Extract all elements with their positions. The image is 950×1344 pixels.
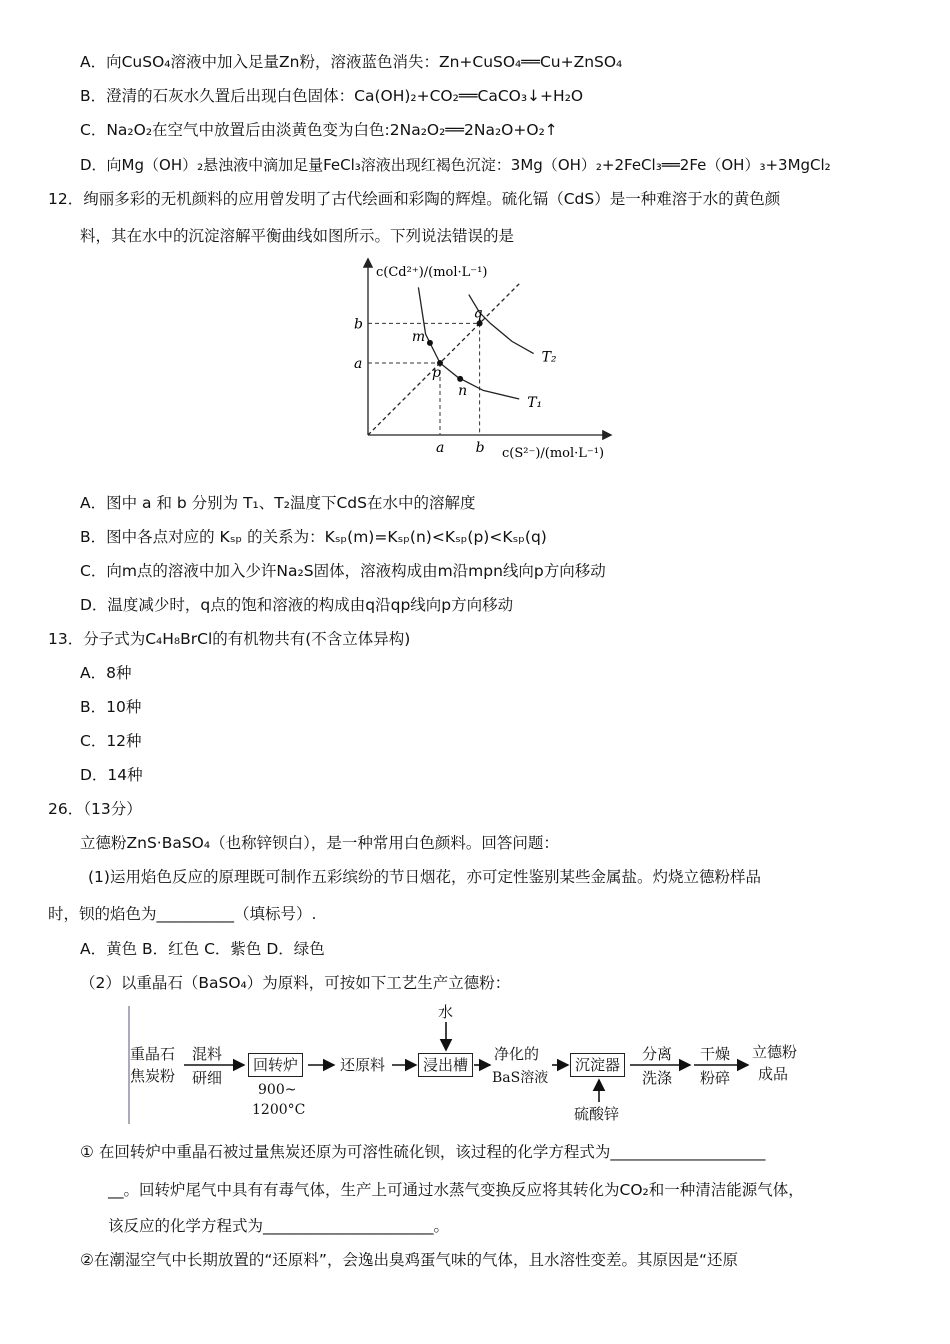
q11-option-b: B．澄清的石灰水久置后出现白色固体：Ca(OH)₂+CO₂══CaCO₃↓+H₂O (80, 87, 584, 105)
flow-box-precipitator: 沉淀器 (570, 1053, 625, 1077)
flow-box-rotary-kiln: 回转炉 (248, 1053, 303, 1077)
flow-label-wash: 洗涤 (642, 1069, 673, 1087)
flow-label-mix: 混料 (192, 1045, 223, 1063)
q12-option-a: A．图中 a 和 b 分别为 T₁、T₂温度下CdS在水中的溶解度 (80, 494, 476, 512)
q12-option-d: D．温度减少时，q点的饱和溶液的构成由q沿qp线向p方向移动 (80, 596, 514, 614)
q13-option-d: D．14种 (80, 766, 143, 784)
q26-part1-options: A．黄色 B．红色 C．紫色 D．绿色 (80, 940, 325, 958)
q26-part2-intro: （2）以重晶石（BaSO₄）为原料，可按如下工艺生产立德粉： (80, 974, 511, 992)
flow-purified-label: 净化的 (494, 1045, 540, 1063)
point-label-n: n (458, 382, 468, 399)
q26-part2-q1-line1: ① 在回转炉中重晶石被过量焦炭还原为可溶性硫化钡，该过程的化学方程式为____________________ (80, 1143, 766, 1161)
x-axis-label: c(S²⁻)/(mol·L⁻¹) (502, 446, 605, 461)
flow-label-crush: 粉碎 (700, 1069, 731, 1087)
flow-temp-line1: 900~ (258, 1082, 297, 1098)
q26-part1-line2: 时，钡的焰色为__________（填标号）. (48, 905, 317, 923)
solubility-chart (340, 250, 630, 470)
flow-zinc-sulfate: 硫酸锌 (574, 1105, 620, 1123)
q26-part2-q2: ②在潮湿空气中长期放置的“还原料”，会逸出臭鸡蛋气味的气体，且水溶性变差。其原因是“还原 (80, 1251, 738, 1269)
flow-label-dry: 干燥 (700, 1045, 731, 1063)
q12-option-b: B．图中各点对应的 Kₛₚ 的关系为：Kₛₚ(m)=Kₛₚ(n)<Kₛₚ(p)<Kₛₚ(q) (80, 528, 547, 546)
flow-end-product: 成品 (758, 1065, 789, 1083)
point-label-p: p (432, 365, 441, 381)
y-axis-label: c(Cd²⁺)/(mol·L⁻¹) (376, 265, 488, 280)
q26-heading: 26．（13分） (48, 800, 142, 818)
series-label-T₂: T₂ (541, 349, 557, 366)
series-diagonal (368, 284, 519, 435)
q11-option-c: C．Na₂O₂在空气中放置后由淡黄色变为白色:2Na₂O₂══2Na₂O+O₂↑ (80, 121, 558, 139)
flow-bas-solution: BaS溶液 (492, 1070, 549, 1086)
q12-option-c: C．向m点的溶液中加入少许Na₂S固体，溶液构成由m沿mpn线向p方向移动 (80, 562, 606, 580)
q26-intro: 立德粉ZnS·BaSO₄（也称锌钡白），是一种常用白色颜料。回答问题： (80, 834, 559, 852)
flow-label-separate: 分离 (642, 1045, 673, 1063)
series-T₁ (418, 287, 519, 399)
q13-option-b: B．10种 (80, 698, 142, 716)
q12-stem-line1: 12．绚丽多彩的无机颜料的应用曾发明了古代绘画和彩陶的辉煌。硫化镉（CdS）是一种难溶于水的黄色颜 (48, 190, 781, 208)
process-flow-diagram (128, 1002, 818, 1128)
flow-reduced-material: 还原料 (340, 1056, 386, 1074)
q26-part2-q1-line2: __。回转炉尾气中具有有毒气体，生产上可通过水蒸气变换反应将其转化为CO₂和一种清洁能源气体， (108, 1181, 804, 1199)
q26-part1-line1: (1)运用焰色反应的原理既可制作五彩缤纷的节日烟花，亦可定性鉴别某些金属盐。灼烧立德粉样品 (88, 868, 761, 886)
flow-temp-line2: 1200°C (252, 1102, 306, 1118)
flow-start-barite: 重晶石 (130, 1045, 176, 1063)
q13-option-c: C．12种 (80, 732, 142, 750)
point-label-q: q (473, 305, 483, 322)
point-n (457, 376, 463, 382)
q13-option-a: A．8种 (80, 664, 132, 682)
q12-stem-line2: 料，其在水中的沉淀溶解平衡曲线如图所示。下列说法错误的是 (80, 227, 515, 245)
series-label-T₁: T₁ (527, 395, 543, 411)
flow-end-lithopone: 立德粉 (752, 1043, 798, 1061)
point-label-m: m (411, 328, 426, 345)
q11-option-a: A．向CuSO₄溶液中加入足量Zn粉，溶液蓝色消失：Zn+CuSO₄══Cu+ZnSO₄ (80, 53, 623, 71)
flow-start-coke: 焦炭粉 (130, 1067, 176, 1085)
x-tick-a: a (436, 440, 445, 456)
q26-part2-q1-line3: 该反应的化学方程式为______________________。 (108, 1217, 450, 1235)
flow-water: 水 (438, 1003, 454, 1021)
flow-box-leaching-tank: 浸出槽 (418, 1053, 473, 1077)
q13-stem: 13．分子式为C₄H₈BrCl的有机物共有(不含立体异构) (48, 630, 411, 648)
q11-option-d: D．向Mg（OH）₂悬浊液中滴加足量FeCl₃溶液出现红褐色沉淀：3Mg（OH）₂+2FeCl₃══2Fe（OH）₃+3MgCl₂ (80, 156, 831, 174)
point-m (427, 340, 433, 346)
y-tick-b: b (354, 316, 363, 333)
flow-label-grind: 研细 (192, 1069, 223, 1087)
x-tick-b: b (475, 440, 485, 456)
y-tick-a: a (354, 356, 363, 372)
